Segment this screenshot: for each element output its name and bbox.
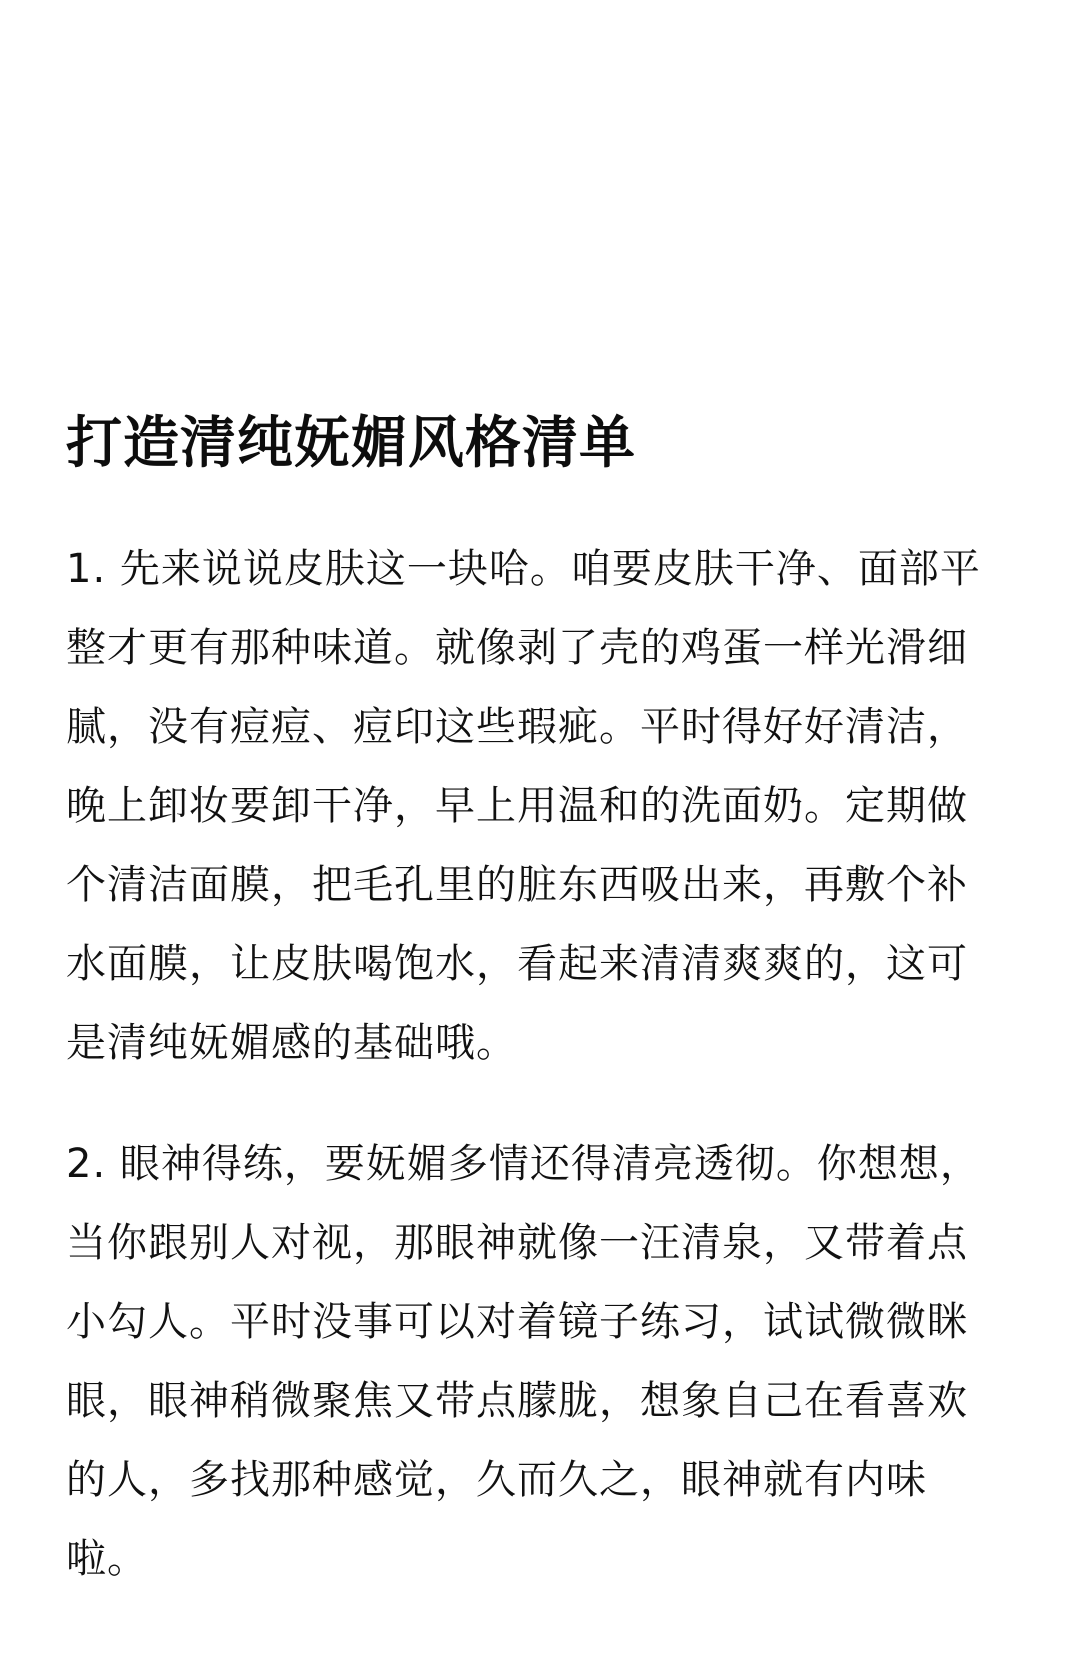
article-title: 打造清纯妩媚风格清单 [66, 411, 636, 476]
paragraph-skin: 1. 先来说说皮肤这一块哈。咱要皮肤干净、面部平整才更有那种味道。就像剥了壳的鸡蛋一样光滑细腻，没有痘痘、痘印这些瑕疵。平时得好好清洁，晚上卸妆要卸干净，早上用温和的洗面奶。定期做个清洁面膜，把毛孔里的脏东西吸出来，再敷个补水面膜，让皮肤喝饱水，看起来清清爽爽的，这可是清纯妩媚感的基础哦。 [66, 546, 981, 1066]
paragraph-eyes: 2. 眼神得练，要妩媚多情还得清亮透彻。你想想，当你跟别人对视，那眼神就像一汪清泉，又带着点小勾人。平时没事可以对着镜子练习，试试微微眯眼，眼神稍微聚焦又带点朦胧，想象自己在看喜欢的人，多找那种感觉，久而久之，眼神就有内味啦。 [66, 1141, 981, 1582]
